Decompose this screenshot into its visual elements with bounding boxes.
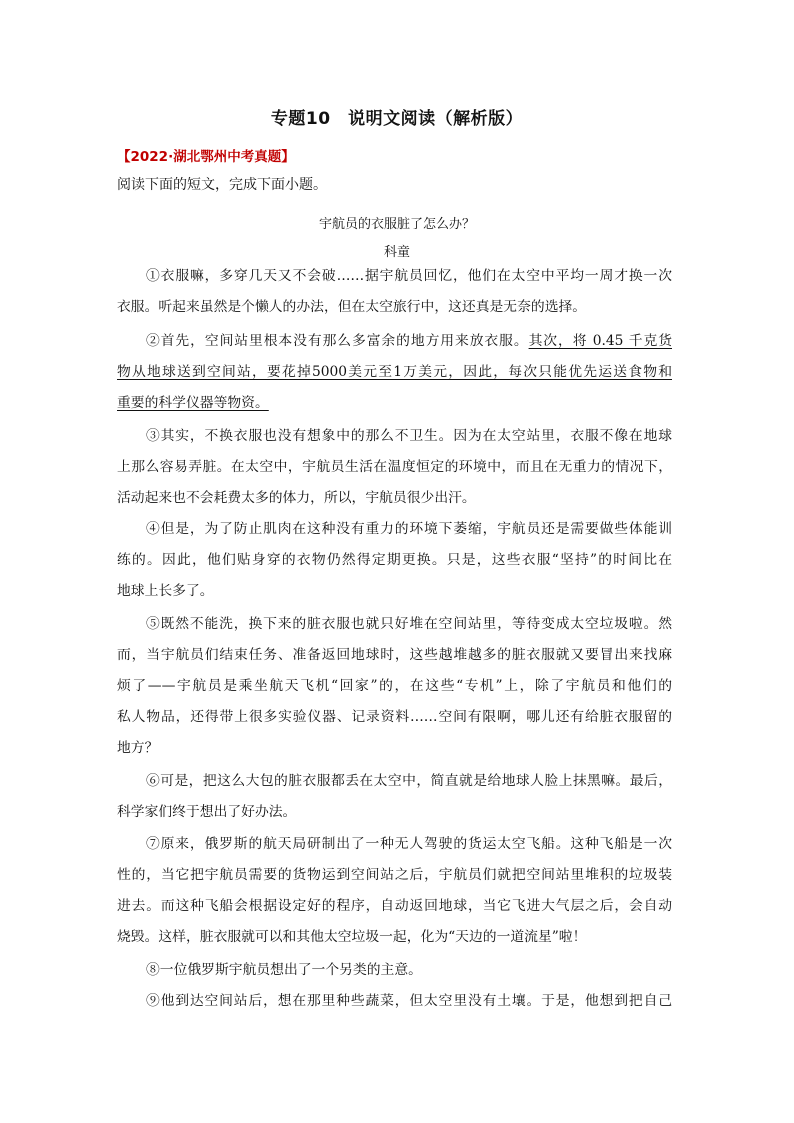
paragraph-3-line-3: 活动起来也不会耗费太多的体力，所以，宇航员很少出汗。 <box>117 490 476 506</box>
article-author: 科童 <box>383 245 410 260</box>
article-title: 宇航员的衣服脏了怎么办？ <box>318 217 475 232</box>
paragraph-5-line-2: 而，当宇航员们结束任务、准备返回地球时，这些越堆越多的脏衣服就又要冒出来找麻 <box>117 647 672 663</box>
paragraph-5-line-4: 私人物品，还得带上很多实验仪器、记录资料……空间有限啊，哪儿还有给脏衣服留的 <box>117 709 672 725</box>
paragraph-4-line-3: 地球上长多了。 <box>117 583 214 599</box>
paragraph-7-line-3: 进去。而这种飞船会根据设定好的程序，自动返回地球，当它飞进大气层之后，会自动 <box>117 898 672 914</box>
paragraph-9-line-1: ⑨他到达空间站后，想在那里种些蔬菜，但太空里没有土壤。于是，他想到把自己 <box>146 993 672 1009</box>
paragraph-4-line-1: ④但是，为了防止肌肉在这种没有重力的环境下萎缩，宇航员还是需要做些体能训 <box>146 521 672 537</box>
paragraph-7-line-4: 烧毁。这样，脏衣服就可以和其他太空垃圾一起，化为“天边的一道流星”啦！ <box>117 929 587 945</box>
paragraph-2-plain-text: ②首先，空间站里根本没有那么多富余的地方用来放衣服。 <box>146 333 529 349</box>
paragraph-8-line-1: ⑧一位俄罗斯宇航员想出了一个另类的主意。 <box>146 962 422 978</box>
paragraph-3-line-2: 上那么容易弄脏。在太空中，宇航员生活在温度恒定的环境中，而且在无重力的情况下， <box>117 459 672 475</box>
paragraph-5-line-5: 地方？ <box>117 740 159 756</box>
paragraph-4-line-2: 练的。因此，他们贴身穿的衣物仍然得定期更换。只是，这些衣服“坚持”的时间比在 <box>117 552 672 568</box>
paragraph-2-line-2: 物从地球送到空间站，要花掉5000美元至1万美元，因此，每次只能优先运送食物和 <box>117 364 672 380</box>
paragraph-2-underlined-text: 其次，将 0.45 千克货 <box>528 333 672 349</box>
reading-instruction: 阅读下面的短文，完成下面小题。 <box>117 177 327 193</box>
paragraph-3-line-1: ③其实，不换衣服也没有想象中的那么不卫生。因为在太空站里，衣服不像在地球 <box>146 428 672 444</box>
paragraph-2-line-1 <box>146 332 672 350</box>
paragraph-7-line-2: 性的，当它把宇航员需要的货物运到空间站之后，宇航员们就把空间站里堆积的垃圾装 <box>117 867 672 883</box>
paragraph-6-line-2: 科学家们终于想出了好办法。 <box>117 804 297 820</box>
paragraph-1-line-1: ①衣服嘛，多穿几天又不会破……据宇航员回忆，他们在太空中平均一周才换一次 <box>146 268 672 284</box>
exam-source-label: 【2022·湖北鄂州中考真题】 <box>117 149 295 165</box>
page-title: 专题10 说明文阅读（解析版） <box>270 109 524 129</box>
paragraph-6-line-1: ⑥可是，把这么大包的脏衣服都丢在太空中，简直就是给地球人脸上抹黑嘛。最后， <box>146 773 672 789</box>
paragraph-5-line-1: ⑤既然不能洗，换下来的脏衣服也就只好堆在空间站里，等待变成太空垃圾啦。然 <box>146 616 672 632</box>
paragraph-5-line-3: 烦了——宇航员是乘坐航天飞机“回家”的，在这些“专机”上，除了宇航员和他们的 <box>117 678 672 694</box>
paragraph-1-line-2: 衣服。听起来虽然是个懒人的办法，但在太空旅行中，这还真是无奈的选择。 <box>117 299 587 315</box>
paragraph-7-line-1: ⑦原来，俄罗斯的航天局研制出了一种无人驾驶的货运太空飞船。这种飞船是一次 <box>146 836 672 852</box>
paragraph-2-line-3: 重要的科学仪器等物资。 <box>117 395 269 411</box>
